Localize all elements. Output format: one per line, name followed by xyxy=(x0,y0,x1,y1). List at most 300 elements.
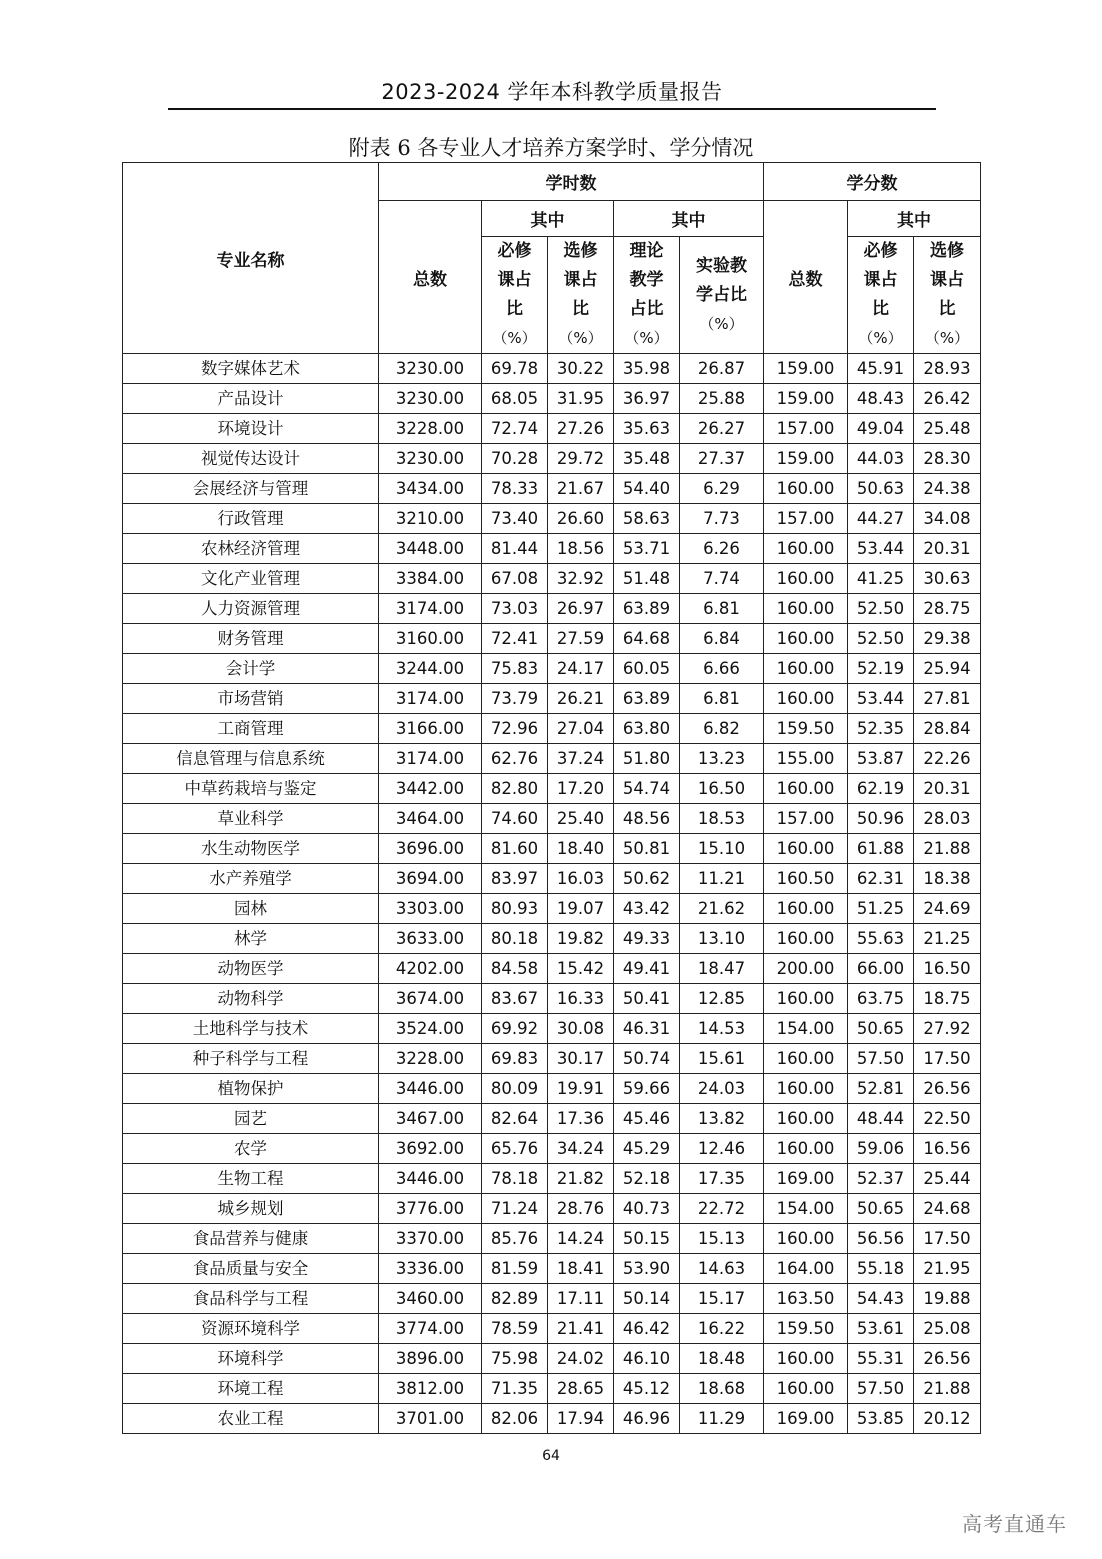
hours-total-cell: 3230.00 xyxy=(379,354,482,384)
lab-pct-cell: 15.13 xyxy=(680,1224,764,1254)
header-major: 专业名称 xyxy=(123,163,379,354)
required-pct-cell: 71.24 xyxy=(482,1194,548,1224)
hours-total-cell: 3674.00 xyxy=(379,984,482,1014)
table-caption: 附表 6 各专业人才培养方案学时、学分情况 xyxy=(348,136,754,160)
table-row xyxy=(123,354,981,384)
table-row xyxy=(123,444,981,474)
hours-total-cell: 3228.00 xyxy=(379,414,482,444)
credit-required-pct-cell: 52.50 xyxy=(848,624,914,654)
major-name-cell: 园林 xyxy=(123,894,379,924)
credit-required-pct-cell: 62.31 xyxy=(848,864,914,894)
credit-required-pct-cell: 55.63 xyxy=(848,924,914,954)
lab-pct-cell: 27.37 xyxy=(680,444,764,474)
major-name-cell: 产品设计 xyxy=(123,384,379,414)
credit-required-pct-cell: 53.85 xyxy=(848,1404,914,1434)
credits-total-cell: 160.00 xyxy=(764,894,848,924)
curriculum-table xyxy=(122,162,981,1434)
theory-pct-cell: 50.74 xyxy=(614,1044,680,1074)
lab-pct-cell: 6.29 xyxy=(680,474,764,504)
credit-elective-pct-cell: 22.26 xyxy=(914,744,981,774)
major-name-cell: 文化产业管理 xyxy=(123,564,379,594)
credits-total-cell: 160.00 xyxy=(764,834,848,864)
elective-pct-cell: 27.04 xyxy=(548,714,614,744)
credit-required-pct-cell: 44.27 xyxy=(848,504,914,534)
lab-pct-cell: 7.74 xyxy=(680,564,764,594)
elective-pct-cell: 21.41 xyxy=(548,1314,614,1344)
credit-required-pct-cell: 57.50 xyxy=(848,1374,914,1404)
credits-total-cell: 160.00 xyxy=(764,654,848,684)
hours-total-cell: 3812.00 xyxy=(379,1374,482,1404)
credit-required-pct-cell: 57.50 xyxy=(848,1044,914,1074)
elective-pct-cell: 32.92 xyxy=(548,564,614,594)
table-row xyxy=(123,534,981,564)
table-row xyxy=(123,714,981,744)
hours-total-cell: 3174.00 xyxy=(379,684,482,714)
credit-required-pct-cell: 52.50 xyxy=(848,594,914,624)
major-name-cell: 环境科学 xyxy=(123,1344,379,1374)
credit-elective-pct-cell: 17.50 xyxy=(914,1044,981,1074)
elective-pct-cell: 26.97 xyxy=(548,594,614,624)
credit-elective-pct-cell: 25.44 xyxy=(914,1164,981,1194)
credits-total-cell: 159.50 xyxy=(764,1314,848,1344)
credits-total-cell: 163.50 xyxy=(764,1284,848,1314)
table-row xyxy=(123,1164,981,1194)
table-row xyxy=(123,1104,981,1134)
major-name-cell: 水生动物医学 xyxy=(123,834,379,864)
theory-pct-cell: 45.46 xyxy=(614,1104,680,1134)
credits-total-cell: 160.00 xyxy=(764,534,848,564)
major-name-cell: 水产养殖学 xyxy=(123,864,379,894)
hours-total-cell: 3460.00 xyxy=(379,1284,482,1314)
credit-elective-pct-cell: 21.95 xyxy=(914,1254,981,1284)
elective-pct-cell: 27.26 xyxy=(548,414,614,444)
theory-pct-cell: 63.89 xyxy=(614,684,680,714)
credit-required-pct-cell: 51.25 xyxy=(848,894,914,924)
table-row xyxy=(123,744,981,774)
elective-pct-cell: 17.36 xyxy=(548,1104,614,1134)
table-row xyxy=(123,564,981,594)
credit-elective-pct-cell: 28.84 xyxy=(914,714,981,744)
credits-total-cell: 160.00 xyxy=(764,1224,848,1254)
elective-pct-cell: 18.41 xyxy=(548,1254,614,1284)
lab-pct-cell: 17.35 xyxy=(680,1164,764,1194)
major-name-cell: 种子科学与工程 xyxy=(123,1044,379,1074)
credit-required-pct-cell: 53.87 xyxy=(848,744,914,774)
lab-pct-cell: 14.53 xyxy=(680,1014,764,1044)
major-name-cell: 动物医学 xyxy=(123,954,379,984)
credit-elective-pct-cell: 27.81 xyxy=(914,684,981,714)
elective-pct-cell: 19.07 xyxy=(548,894,614,924)
credits-total-cell: 160.00 xyxy=(764,684,848,714)
credits-total-cell: 160.50 xyxy=(764,864,848,894)
major-name-cell: 土地科学与技术 xyxy=(123,1014,379,1044)
credit-elective-pct-cell: 28.93 xyxy=(914,354,981,384)
credit-elective-pct-cell: 28.03 xyxy=(914,804,981,834)
major-name-cell: 食品营养与健康 xyxy=(123,1224,379,1254)
table-row xyxy=(123,1254,981,1284)
major-name-cell: 林学 xyxy=(123,924,379,954)
hours-total-cell: 3896.00 xyxy=(379,1344,482,1374)
elective-pct-cell: 17.20 xyxy=(548,774,614,804)
credits-total-cell: 160.00 xyxy=(764,1374,848,1404)
credit-elective-pct-cell: 16.56 xyxy=(914,1134,981,1164)
credit-elective-pct-cell: 20.31 xyxy=(914,534,981,564)
table-row xyxy=(123,684,981,714)
required-pct-cell: 74.60 xyxy=(482,804,548,834)
elective-pct-cell: 21.67 xyxy=(548,474,614,504)
theory-pct-cell: 35.63 xyxy=(614,414,680,444)
credits-total-cell: 157.00 xyxy=(764,414,848,444)
table-row xyxy=(123,624,981,654)
credit-required-pct-cell: 50.63 xyxy=(848,474,914,504)
lab-pct-cell: 15.61 xyxy=(680,1044,764,1074)
credits-total-cell: 159.00 xyxy=(764,444,848,474)
table-row xyxy=(123,594,981,624)
lab-pct-cell: 26.27 xyxy=(680,414,764,444)
required-pct-cell: 78.18 xyxy=(482,1164,548,1194)
table-row xyxy=(123,954,981,984)
credit-elective-pct-cell: 26.42 xyxy=(914,384,981,414)
lab-pct-cell: 13.23 xyxy=(680,744,764,774)
theory-pct-cell: 46.96 xyxy=(614,1404,680,1434)
required-pct-cell: 75.98 xyxy=(482,1344,548,1374)
theory-pct-cell: 35.48 xyxy=(614,444,680,474)
credits-total-cell: 159.50 xyxy=(764,714,848,744)
required-pct-cell: 73.03 xyxy=(482,594,548,624)
credit-elective-pct-cell: 24.38 xyxy=(914,474,981,504)
elective-pct-cell: 26.21 xyxy=(548,684,614,714)
major-name-cell: 信息管理与信息系统 xyxy=(123,744,379,774)
credit-elective-pct-cell: 25.08 xyxy=(914,1314,981,1344)
hours-total-cell: 3701.00 xyxy=(379,1404,482,1434)
major-name-cell: 农林经济管理 xyxy=(123,534,379,564)
lab-pct-cell: 26.87 xyxy=(680,354,764,384)
lab-pct-cell: 22.72 xyxy=(680,1194,764,1224)
required-pct-cell: 78.33 xyxy=(482,474,548,504)
lab-pct-cell: 25.88 xyxy=(680,384,764,414)
credit-elective-pct-cell: 28.30 xyxy=(914,444,981,474)
required-pct-cell: 81.44 xyxy=(482,534,548,564)
table-row xyxy=(123,1044,981,1074)
required-pct-cell: 62.76 xyxy=(482,744,548,774)
lab-pct-cell: 11.29 xyxy=(680,1404,764,1434)
lab-pct-cell: 16.22 xyxy=(680,1314,764,1344)
credits-total-cell: 160.00 xyxy=(764,594,848,624)
header-credit-elective-pct: 选修 课占 比 （%） xyxy=(914,237,981,354)
theory-pct-cell: 63.80 xyxy=(614,714,680,744)
table-row xyxy=(123,1344,981,1374)
credit-required-pct-cell: 61.88 xyxy=(848,834,914,864)
table-row xyxy=(123,1284,981,1314)
major-name-cell: 人力资源管理 xyxy=(123,594,379,624)
lab-pct-cell: 14.63 xyxy=(680,1254,764,1284)
credit-elective-pct-cell: 25.94 xyxy=(914,654,981,684)
hours-total-cell: 3776.00 xyxy=(379,1194,482,1224)
required-pct-cell: 83.67 xyxy=(482,984,548,1014)
hours-total-cell: 3230.00 xyxy=(379,444,482,474)
table-row xyxy=(123,1314,981,1344)
theory-pct-cell: 40.73 xyxy=(614,1194,680,1224)
major-name-cell: 食品科学与工程 xyxy=(123,1284,379,1314)
credit-elective-pct-cell: 17.50 xyxy=(914,1224,981,1254)
required-pct-cell: 73.79 xyxy=(482,684,548,714)
lab-pct-cell: 15.10 xyxy=(680,834,764,864)
header-credits-total: 总数 xyxy=(764,201,848,354)
credit-required-pct-cell: 63.75 xyxy=(848,984,914,1014)
hours-total-cell: 3446.00 xyxy=(379,1164,482,1194)
major-name-cell: 中草药栽培与鉴定 xyxy=(123,774,379,804)
credit-required-pct-cell: 53.61 xyxy=(848,1314,914,1344)
credit-required-pct-cell: 53.44 xyxy=(848,684,914,714)
required-pct-cell: 69.83 xyxy=(482,1044,548,1074)
table-row xyxy=(123,834,981,864)
required-pct-cell: 68.05 xyxy=(482,384,548,414)
elective-pct-cell: 29.72 xyxy=(548,444,614,474)
major-name-cell: 动物科学 xyxy=(123,984,379,1014)
credit-elective-pct-cell: 21.25 xyxy=(914,924,981,954)
hours-total-cell: 3174.00 xyxy=(379,744,482,774)
hours-total-cell: 3370.00 xyxy=(379,1224,482,1254)
credits-total-cell: 160.00 xyxy=(764,1344,848,1374)
elective-pct-cell: 17.11 xyxy=(548,1284,614,1314)
lab-pct-cell: 13.82 xyxy=(680,1104,764,1134)
credits-total-cell: 159.00 xyxy=(764,354,848,384)
hours-total-cell: 3633.00 xyxy=(379,924,482,954)
lab-pct-cell: 24.03 xyxy=(680,1074,764,1104)
required-pct-cell: 69.78 xyxy=(482,354,548,384)
header-hours-teaching-group: 其中 xyxy=(614,201,764,237)
theory-pct-cell: 63.89 xyxy=(614,594,680,624)
elective-pct-cell: 26.60 xyxy=(548,504,614,534)
table-row xyxy=(123,1374,981,1404)
report-header-title: 2023-2024 学年本科教学质量报告 xyxy=(381,80,723,104)
elective-pct-cell: 30.08 xyxy=(548,1014,614,1044)
credit-required-pct-cell: 55.18 xyxy=(848,1254,914,1284)
hours-total-cell: 3464.00 xyxy=(379,804,482,834)
major-name-cell: 数字媒体艺术 xyxy=(123,354,379,384)
credit-elective-pct-cell: 26.56 xyxy=(914,1074,981,1104)
hours-total-cell: 3442.00 xyxy=(379,774,482,804)
theory-pct-cell: 43.42 xyxy=(614,894,680,924)
credit-required-pct-cell: 50.65 xyxy=(848,1014,914,1044)
table-row xyxy=(123,504,981,534)
credit-elective-pct-cell: 21.88 xyxy=(914,834,981,864)
credits-total-cell: 160.00 xyxy=(764,774,848,804)
header-credits-group: 其中 xyxy=(848,201,981,237)
theory-pct-cell: 51.80 xyxy=(614,744,680,774)
credits-total-cell: 159.00 xyxy=(764,384,848,414)
required-pct-cell: 69.92 xyxy=(482,1014,548,1044)
theory-pct-cell: 36.97 xyxy=(614,384,680,414)
watermark-logo-text: 高考直通车 xyxy=(962,1512,1067,1536)
theory-pct-cell: 46.31 xyxy=(614,1014,680,1044)
required-pct-cell: 73.40 xyxy=(482,504,548,534)
major-name-cell: 草业科学 xyxy=(123,804,379,834)
table-body xyxy=(123,354,981,1434)
lab-pct-cell: 16.50 xyxy=(680,774,764,804)
credits-total-cell: 169.00 xyxy=(764,1164,848,1194)
required-pct-cell: 82.64 xyxy=(482,1104,548,1134)
credit-elective-pct-cell: 26.56 xyxy=(914,1344,981,1374)
credit-elective-pct-cell: 27.92 xyxy=(914,1014,981,1044)
credits-total-cell: 154.00 xyxy=(764,1194,848,1224)
lab-pct-cell: 6.81 xyxy=(680,594,764,624)
table-row xyxy=(123,1404,981,1434)
hours-total-cell: 3692.00 xyxy=(379,1134,482,1164)
elective-pct-cell: 30.17 xyxy=(548,1044,614,1074)
required-pct-cell: 65.76 xyxy=(482,1134,548,1164)
theory-pct-cell: 50.62 xyxy=(614,864,680,894)
elective-pct-cell: 34.24 xyxy=(548,1134,614,1164)
elective-pct-cell: 21.82 xyxy=(548,1164,614,1194)
theory-pct-cell: 48.56 xyxy=(614,804,680,834)
credits-total-cell: 160.00 xyxy=(764,564,848,594)
header-theory-pct: 理论 教学 占比 （%） xyxy=(614,237,680,354)
hours-total-cell: 3166.00 xyxy=(379,714,482,744)
theory-pct-cell: 50.41 xyxy=(614,984,680,1014)
hours-total-cell: 3230.00 xyxy=(379,384,482,414)
table-row xyxy=(123,804,981,834)
major-name-cell: 资源环境科学 xyxy=(123,1314,379,1344)
required-pct-cell: 81.60 xyxy=(482,834,548,864)
hours-total-cell: 4202.00 xyxy=(379,954,482,984)
elective-pct-cell: 27.59 xyxy=(548,624,614,654)
lab-pct-cell: 18.47 xyxy=(680,954,764,984)
credit-elective-pct-cell: 18.38 xyxy=(914,864,981,894)
elective-pct-cell: 25.40 xyxy=(548,804,614,834)
hours-total-cell: 3160.00 xyxy=(379,624,482,654)
theory-pct-cell: 49.33 xyxy=(614,924,680,954)
hours-total-cell: 3446.00 xyxy=(379,1074,482,1104)
table-row xyxy=(123,924,981,954)
major-name-cell: 行政管理 xyxy=(123,504,379,534)
lab-pct-cell: 15.17 xyxy=(680,1284,764,1314)
credit-elective-pct-cell: 24.68 xyxy=(914,1194,981,1224)
credit-required-pct-cell: 48.44 xyxy=(848,1104,914,1134)
credit-required-pct-cell: 52.37 xyxy=(848,1164,914,1194)
credit-required-pct-cell: 52.19 xyxy=(848,654,914,684)
credits-total-cell: 160.00 xyxy=(764,1134,848,1164)
table-row xyxy=(123,774,981,804)
lab-pct-cell: 18.48 xyxy=(680,1344,764,1374)
theory-pct-cell: 54.74 xyxy=(614,774,680,804)
header-divider xyxy=(168,108,936,110)
theory-pct-cell: 64.68 xyxy=(614,624,680,654)
credit-required-pct-cell: 41.25 xyxy=(848,564,914,594)
required-pct-cell: 82.80 xyxy=(482,774,548,804)
credits-total-cell: 160.00 xyxy=(764,1104,848,1134)
table-row xyxy=(123,1224,981,1254)
table-row xyxy=(123,1134,981,1164)
elective-pct-cell: 31.95 xyxy=(548,384,614,414)
hours-total-cell: 3696.00 xyxy=(379,834,482,864)
hours-total-cell: 3303.00 xyxy=(379,894,482,924)
table-row xyxy=(123,864,981,894)
hours-total-cell: 3694.00 xyxy=(379,864,482,894)
major-name-cell: 生物工程 xyxy=(123,1164,379,1194)
theory-pct-cell: 45.29 xyxy=(614,1134,680,1164)
lab-pct-cell: 13.10 xyxy=(680,924,764,954)
elective-pct-cell: 30.22 xyxy=(548,354,614,384)
credit-required-pct-cell: 49.04 xyxy=(848,414,914,444)
credit-required-pct-cell: 53.44 xyxy=(848,534,914,564)
credit-elective-pct-cell: 30.63 xyxy=(914,564,981,594)
credits-total-cell: 157.00 xyxy=(764,804,848,834)
elective-pct-cell: 37.24 xyxy=(548,744,614,774)
major-name-cell: 财务管理 xyxy=(123,624,379,654)
lab-pct-cell: 18.53 xyxy=(680,804,764,834)
elective-pct-cell: 14.24 xyxy=(548,1224,614,1254)
required-pct-cell: 81.59 xyxy=(482,1254,548,1284)
required-pct-cell: 78.59 xyxy=(482,1314,548,1344)
required-pct-cell: 80.93 xyxy=(482,894,548,924)
major-name-cell: 环境工程 xyxy=(123,1374,379,1404)
theory-pct-cell: 45.12 xyxy=(614,1374,680,1404)
theory-pct-cell: 50.81 xyxy=(614,834,680,864)
header-credit-required-pct: 必修 课占 比 （%） xyxy=(848,237,914,354)
required-pct-cell: 67.08 xyxy=(482,564,548,594)
lab-pct-cell: 7.73 xyxy=(680,504,764,534)
credit-elective-pct-cell: 16.50 xyxy=(914,954,981,984)
elective-pct-cell: 18.56 xyxy=(548,534,614,564)
elective-pct-cell: 28.76 xyxy=(548,1194,614,1224)
major-name-cell: 食品质量与安全 xyxy=(123,1254,379,1284)
table-row xyxy=(123,1014,981,1044)
theory-pct-cell: 46.10 xyxy=(614,1344,680,1374)
theory-pct-cell: 58.63 xyxy=(614,504,680,534)
elective-pct-cell: 15.42 xyxy=(548,954,614,984)
theory-pct-cell: 52.18 xyxy=(614,1164,680,1194)
required-pct-cell: 72.74 xyxy=(482,414,548,444)
elective-pct-cell: 16.33 xyxy=(548,984,614,1014)
credits-total-cell: 154.00 xyxy=(764,1014,848,1044)
theory-pct-cell: 49.41 xyxy=(614,954,680,984)
hours-total-cell: 3210.00 xyxy=(379,504,482,534)
hours-total-cell: 3174.00 xyxy=(379,594,482,624)
major-name-cell: 市场营销 xyxy=(123,684,379,714)
required-pct-cell: 84.58 xyxy=(482,954,548,984)
theory-pct-cell: 54.40 xyxy=(614,474,680,504)
credits-total-cell: 169.00 xyxy=(764,1404,848,1434)
table-row xyxy=(123,474,981,504)
major-name-cell: 园艺 xyxy=(123,1104,379,1134)
elective-pct-cell: 19.82 xyxy=(548,924,614,954)
required-pct-cell: 82.06 xyxy=(482,1404,548,1434)
header-elective-pct: 选修 课占 比 （%） xyxy=(548,237,614,354)
credits-total-cell: 160.00 xyxy=(764,1074,848,1104)
credits-total-cell: 157.00 xyxy=(764,504,848,534)
credit-required-pct-cell: 45.91 xyxy=(848,354,914,384)
major-name-cell: 农学 xyxy=(123,1134,379,1164)
hours-total-cell: 3336.00 xyxy=(379,1254,482,1284)
credit-elective-pct-cell: 28.75 xyxy=(914,594,981,624)
credit-elective-pct-cell: 20.31 xyxy=(914,774,981,804)
credit-required-pct-cell: 55.31 xyxy=(848,1344,914,1374)
major-name-cell: 环境设计 xyxy=(123,414,379,444)
table-row xyxy=(123,1074,981,1104)
lab-pct-cell: 11.21 xyxy=(680,864,764,894)
header-lab-pct: 实验教 学占比 （%） xyxy=(680,237,764,354)
theory-pct-cell: 46.42 xyxy=(614,1314,680,1344)
credits-total-cell: 160.00 xyxy=(764,924,848,954)
credit-required-pct-cell: 54.43 xyxy=(848,1284,914,1314)
credit-elective-pct-cell: 21.88 xyxy=(914,1374,981,1404)
required-pct-cell: 80.18 xyxy=(482,924,548,954)
elective-pct-cell: 28.65 xyxy=(548,1374,614,1404)
major-name-cell: 会展经济与管理 xyxy=(123,474,379,504)
major-name-cell: 会计学 xyxy=(123,654,379,684)
credit-required-pct-cell: 52.35 xyxy=(848,714,914,744)
